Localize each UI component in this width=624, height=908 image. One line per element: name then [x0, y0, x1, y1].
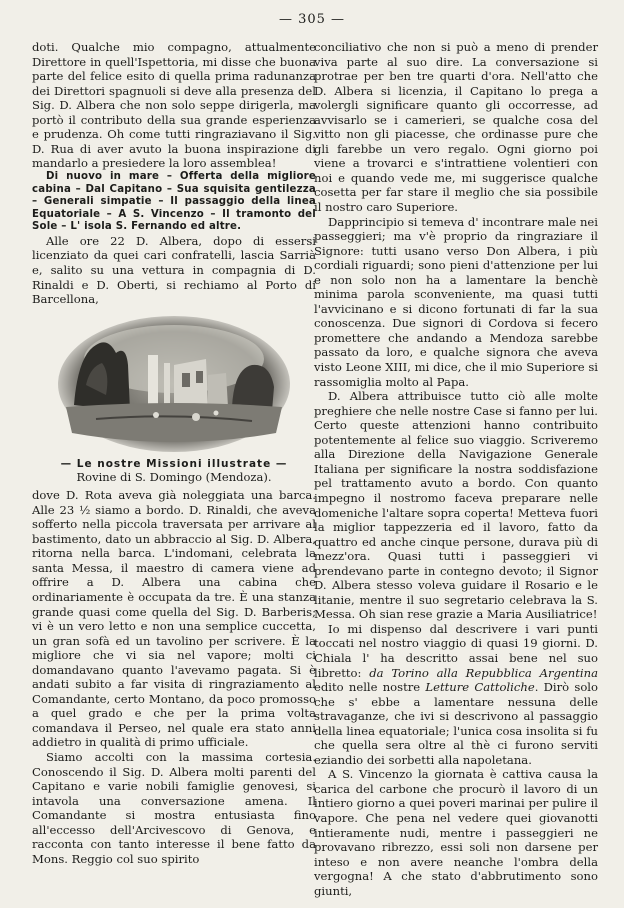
paragraph: conciliativo che non si può a meno di prender viva parte al suo dire. La conversazione si protrae per ben tre quarti d'ora. Nell'atto che D. Albera si licenzia, il Capitano lo prega a volergli significare quanto gli occorresse, ad avvisarlo se i camerieri, se qualche cosa del vitto non gli piacesse, che ordinasse pure che gli farebbe un vero regalo. Ogni giorno poi viene a trovarci e s'intrattiene volentieri con noi e quando vede me, mi suggerisce qualche cosetta per far stare il meglio che sia possibile il nostro caro Superiore. [314, 40, 598, 215]
paragraph: Dapprincipio si temeva d' incontrare male nei passeggieri; ma v'è proprio da ringraziare il Signore: tutti usano verso Don Albera, i più cordiali riguardi; sono pieni d'attenzione per lui e non solo non ha a lamentare la benchè minima parola sconveniente, ma quasi tutti l'avvicinano e si dicono fortunati di far la sua conoscenza. Due signori di Cordova si fecero promettere che andando a Mendoza sarebbe passato da loro, e qualche signora che aveva visto Leone XIII, mi dice, che il mio Superiore si rassomiglia molto al Papa. [314, 214, 598, 389]
left-column [32, 40, 316, 866]
book-title: da Torino alla Repubblica Argentina [369, 665, 598, 680]
series-title: Letture Cattoliche [425, 680, 535, 695]
paragraph: D. Albera attribuisce tutto ciò alle molte preghiere che nelle nostre Case si fanno per lui. Certo queste attenzioni hanno contribuito potentemente al felice suo viaggio. Scriveremo alla Direzione della Navigazione Generale Italiana per significare la nostra soddisfazione pel trattamento avuto a bordo. Con quanto impegno il nostromo faceva preparare nelle domeniche l'altare sopra coperta! Metteva fuori la miglior tappezzeria ed il lavoro, fatto da quattro ed anche cinque persone, durava più di mezz'ora. Quasi tutti i passeggieri vi prendevano parte in contegno devoto; il Signor D. Albera stesso voleva guidare il Rosario e le litanie, mentre il suo segretario celebrava la S. Messa. Oh sian rese grazie a Maria Ausiliatrice! [314, 389, 598, 622]
figure-title: — Le nostre Missioni illustrate — [60, 457, 288, 470]
paragraph: dove D. Rota aveva già noleggiata una barca. Alle 23 ½ siamo a bordo. D. Rinaldi, che aveva sofferto nella piccola traversata per arrivare al bastimento, dato un abbraccio al Sig. D. Albera, ritorna nella barca. L'indomani, celebrata la santa Messa, il maestro di camera viene ad offrire a D. Albera una cabina che ordinariamente è occupata da tre. È una stanza grande quasi come quella del Sig. D. Barberis; vi è un vero letto e non una semplice cuccetta, un gran sofà ed un tavolino per scrivere. È la migliore che vi sia nel vapore; molti ci domandavano quanto l'avevamo pagata. Si è andati subito a far visita di ringraziamento al Comandante, certo Montano, da poco promosso a quel grado e che per la prima volta comandava il Perseo, nel quale era stato anni addietro in qualità di primo ufficiale. [32, 488, 316, 750]
right-column [314, 40, 598, 898]
figure [32, 315, 316, 485]
ruins-illustration [56, 315, 292, 453]
paragraph: A S. Vincenzo la giornata è cattiva causa la carica del carbone che procurò il lavoro di un intiero giorno a quei poveri marinai per pulire il vapore. Che pena nel vedere quei giovanotti intieramente nudi, mentre i passeggieri ne provavano ribrezzo, essi soli non darsene per inteso e non avere neanche l'ombra della vergogna! A che stato d'abbrutimento sono giunti, [314, 767, 598, 898]
figure-caption: Rovine di S. Domingo (Mendoza). [76, 470, 272, 485]
text-run: . Dirò solo che s' ebbe a lamentare nessuna delle stravaganze, che ivi si descrivono al passaggio della linea equatoriale; l'unica cosa insolita si fu che quella sera oltre al thè ci furono serviti eziandio dei sorbetti alla napoletana. [314, 680, 598, 767]
page-number: — 305 — [278, 12, 346, 27]
paragraph: doti. Qualche mio compagno, attualmente Direttore in quell'Ispettoria, mi disse che buona parte del felice esito di quella prima radunanza dei Direttori spagnuoli si deve alla presenza del Sig. D. Albera che non solo seppe dirigerla, ma portò il contributo della sua grande esperienza e prudenza. Oh come tutti ringraziavano il Sig. D. Rua di aver avuto la buona inspirazione di mandarlo a presiedere la loro assemblea! [32, 40, 316, 171]
paragraph: Siamo accolti con la massima cortesia. Conoscendo il Sig. D. Albera molti parenti del Capitano e varie nobili famiglie genovesi, si intavola una conversazione amena. Il Comandante si mostra entusiasta fino all'eccesso dell'Arcivescovo di Genova, e racconta con tanto interesse il bene fatto da Mons. Reggio col suo spirito [32, 750, 316, 866]
section-summary: Di nuovo in mare – Offerta della migliore cabina – Dal Capitano – Sua squisita gentilezza – Generali simpatie – Il passaggio della linea Equatoriale – A S. Vincenzo – Il tramonto del Sole – L' isola S. Fernando ed altre. [32, 170, 316, 233]
text-run: Io mi dispenso dal descrivere i vari punti toccati nel nostro viaggio di quasi 19 giorni. D. Chiala l' ha descritto assai bene nel suo libretto: [314, 621, 598, 680]
paragraph [314, 622, 598, 767]
text-run: edito nelle nostre [314, 680, 426, 695]
paragraph: Alle ore 22 D. Albera, dopo di essersi licenziato da quei cari confratelli, lascia Sarrià e, salito su una vettura in compagnia di D. Rinaldi e D. Oberti, si rechiamo al Porto di Barcellona, [32, 233, 316, 307]
